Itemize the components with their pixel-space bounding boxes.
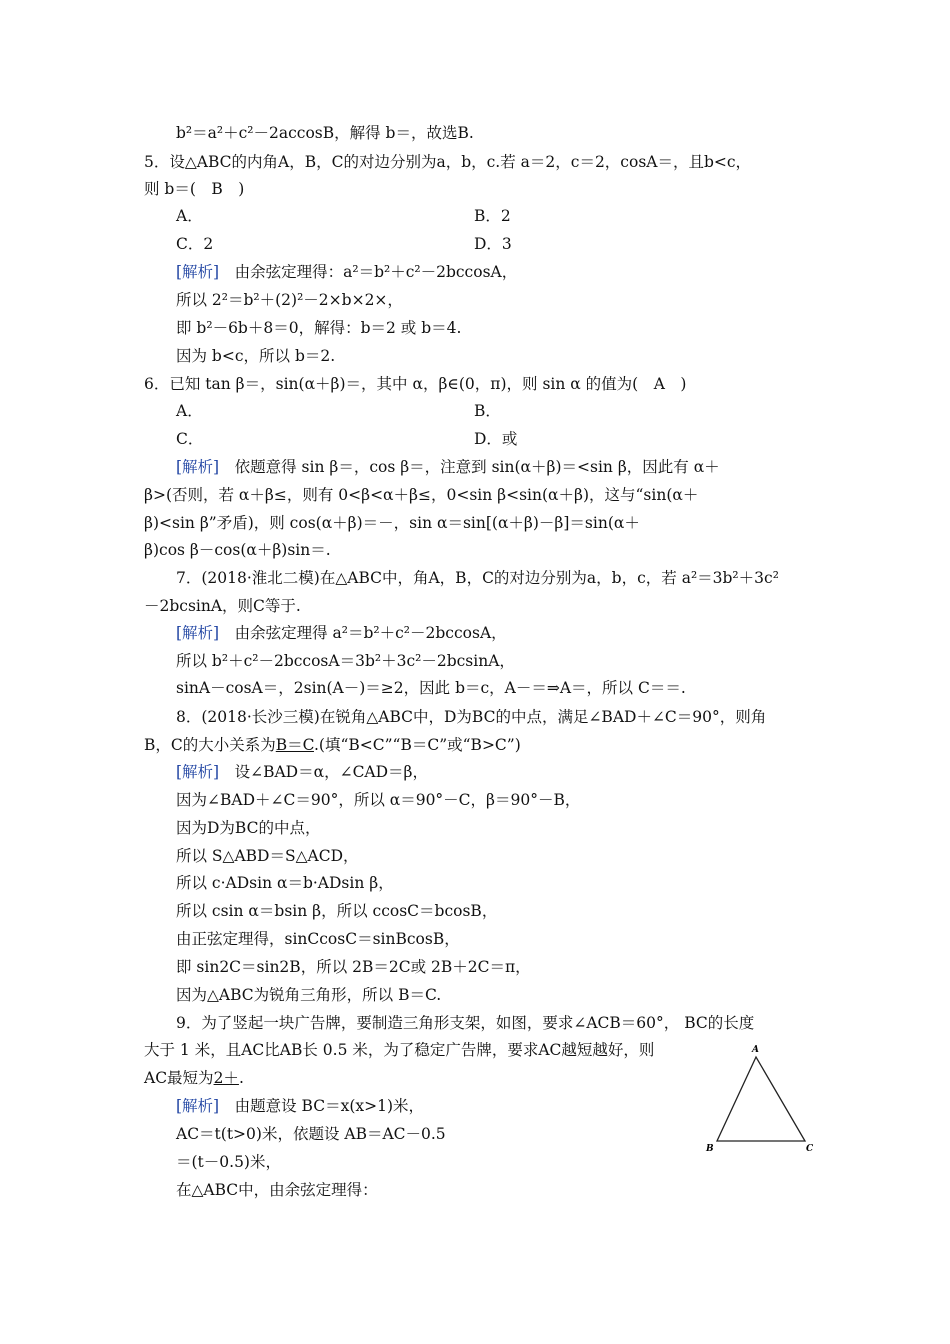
q8-line-27: 所以 S△ABD＝S△ACD， [176,847,359,865]
analysis-text: 由余弦定理得 a²＝b²＋c²－2bccosA， [219,624,507,642]
analysis-tag: [解析] [176,763,220,781]
q9-line-38: ＝(t－0.5)米， [176,1153,281,1171]
triangle-figure [700,1040,820,1160]
analysis-tag: [解析] [176,1097,220,1115]
q5-option-d: D．3 [474,235,512,253]
q9-stem-2: 大于 1 米，且AC比AB长 0.5 米，为了稳定广告牌，要求AC越短越好，则 [144,1041,655,1059]
q8-text-a: B，C的大小关系为 [144,736,276,754]
q6-stem: 6．已知 tan β＝，sin(α＋β)＝，其中 α，β∈(0，π)，则 sin α 的值为( A ) [144,375,687,393]
q9-line-37: AC＝t(t>0)米，依题设 AB＝AC－0.5 [176,1125,446,1143]
q6-option-a: A． [176,402,203,420]
q5-option-b: B．2 [474,207,511,225]
q9-text-b: . [238,1069,244,1087]
q8-stem: 8．(2018·长沙三模)在锐角△ABC中，D为BC的中点，满足∠BAD＋∠C＝90°，则角 [176,708,767,726]
q9-answer: 2＋ [213,1069,239,1087]
analysis-text: 由题意设 BC＝x(x>1)米， [219,1097,425,1115]
q5-stem-2: 则 b＝( B ) [144,180,245,198]
analysis-tag: [解析] [176,458,220,476]
q6-line-14: β>(否则，若 α＋β≤，则有 0<β<α＋β≤，0<sin β<sin(α＋β)，这与“sin(α＋ [144,486,699,504]
q5-line-9: 因为 b<c，所以 b＝2. [176,347,336,365]
q6-line-16: β)cos β－cos(α＋β)sin＝. [144,541,331,559]
q8-line-30: 由正弦定理得，sinCcosC＝sinBcosB， [176,930,460,948]
analysis-text: 设∠BAD＝α，∠CAD＝β， [219,763,429,781]
q5-analysis [176,262,517,282]
q9-stem: 9．为了竖起一块广告牌，要制造三角形支架，如图，要求∠ACB＝60°， BC的长度 [176,1014,755,1032]
q5-option-a: A． [176,207,203,225]
q7-analysis [176,623,507,643]
q6-line-15: β)<sin β”矛盾)，则 cos(α＋β)＝－，sin α＝sin[(α＋β)－β]＝sin(α＋ [144,514,640,532]
q6-option-b: B． [474,402,501,420]
q7-line-20: 所以 b²＋c²－2bccosA＝3b²＋3c²－2bcsinA， [176,652,515,670]
q9-stem-3 [144,1068,244,1088]
q8-line-31: 即 sin2C＝sin2B，所以 2B＝2C或 2B＋2C＝π， [176,958,531,976]
q6-option-d: D．或 [474,430,518,448]
q9-text-a: AC最短为 [144,1069,214,1087]
q7-stem-2: －2bcsinA，则C等于. [144,597,301,615]
analysis-text: 由余弦定理得：a²＝b²＋c²－2bccosA， [219,263,518,281]
q8-line-25: 因为∠BAD＋∠C＝90°，所以 α＝90°－C，β＝90°－B， [176,791,581,809]
q9-analysis [176,1096,424,1116]
q8-line-28: 所以 c·ADsin α＝b·ADsin β， [176,874,394,892]
triangle-shape [717,1057,805,1141]
q8-line-26: 因为D为BC的中点， [176,819,321,837]
q8-text-b: .(填“B<C”“B＝C”或“B>C”) [313,736,521,754]
q8-line-32: 因为△ABC为锐角三角形，所以 B＝C. [176,986,442,1004]
q8-stem-2 [144,735,521,755]
line-1: b²＝a²＋c²－2accosB，解得 b＝，故选B. [176,124,474,142]
q7-line-21: sinA－cosA＝，2sin(A－)＝≥2，因此 b＝c，A－＝⇒A＝，所以 C＝＝. [176,679,686,697]
analysis-tag: [解析] [176,624,220,642]
q5-option-c: C．2 [176,235,214,253]
q9-line-39: 在△ABC中，由余弦定理得： [176,1181,378,1199]
q6-option-c: C． [176,430,204,448]
vertex-label-b: B [706,1144,714,1154]
q6-analysis [176,457,720,477]
q8-line-29: 所以 csin α＝bsin β，所以 ccosC＝bcosB， [176,902,498,920]
q7-stem: 7．(2018·淮北二模)在△ABC中，角A，B，C的对边分别为a，b，c，若 a²＝3b²＋3c² [176,569,779,587]
q5-line-8: 即 b²－6b＋8＝0，解得：b＝2 或 b＝4. [176,319,462,337]
vertex-label-c: C [806,1144,814,1154]
q5-line-7: 所以 2²＝b²＋(2)²－2×b×2×， [176,291,403,309]
vertex-label-a: A [752,1045,759,1055]
analysis-text: 依题意得 sin β＝，cos β＝，注意到 sin(α＋β)＝<sin β，因此有 α＋ [219,458,720,476]
q8-analysis [176,762,428,782]
q8-answer: B＝C [275,736,314,754]
analysis-tag: [解析] [176,263,220,281]
q5-stem: 5．设△ABC的内角A，B，C的对边分别为a，b，c.若 a＝2，c＝2，cosA＝，且b<c， [144,153,752,171]
